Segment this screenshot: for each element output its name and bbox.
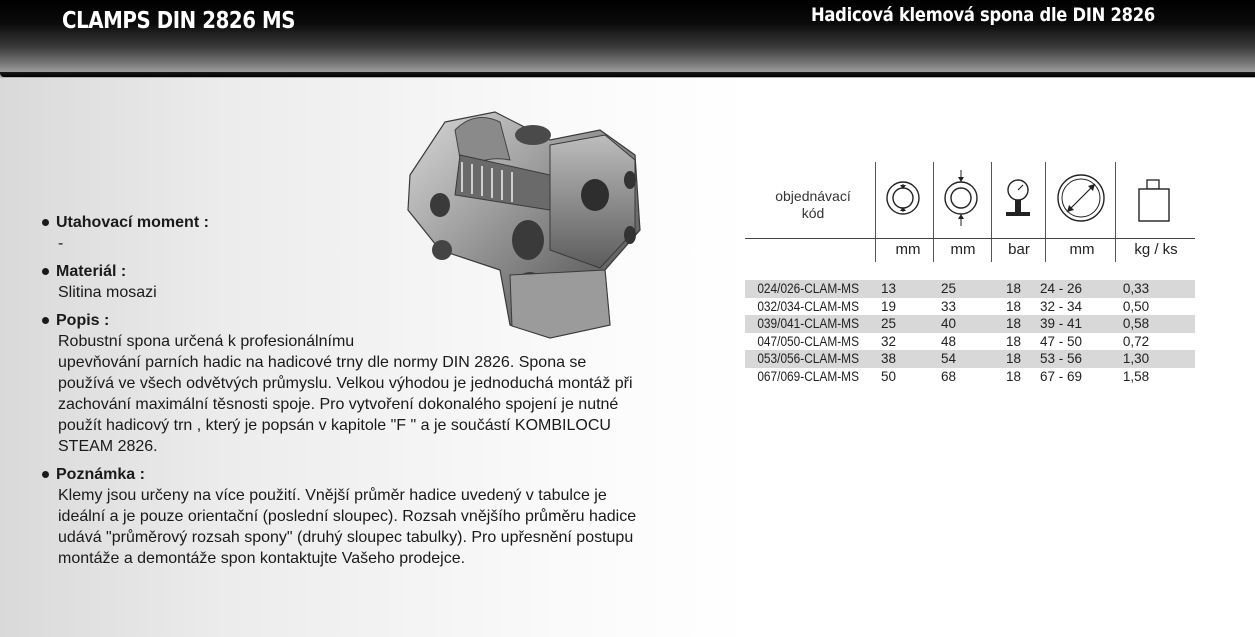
cell-weight: 0,72 — [1122, 333, 1150, 349]
info-moment — [42, 212, 702, 254]
cell-weight: 0,58 — [1122, 316, 1150, 331]
order-code: 067/069-CLAM-MS — [757, 368, 860, 384]
order-code: 039/041-CLAM-MS — [757, 316, 860, 331]
cell-id: 19 — [881, 298, 897, 314]
cell-od: 54 — [940, 351, 957, 366]
material-value: Slitina mosazi — [58, 284, 157, 301]
popis-line: STEAM 2826. — [58, 438, 158, 455]
table-row — [745, 315, 1195, 333]
poznamka-line: udává "průměrový rozsah spony" (druhý sloupec tabulky). Pro upřesnění postupu — [58, 529, 634, 546]
cell-range: 32 - 34 — [1039, 298, 1083, 314]
table-row — [745, 333, 1195, 351]
inner-diameter-icon — [883, 168, 923, 228]
cell-id: 13 — [881, 281, 897, 296]
cell-weight: 0,33 — [1122, 281, 1150, 296]
cell-bar: 18 — [1005, 333, 1021, 349]
order-code-label-line1: objednávací — [775, 188, 851, 204]
poznamka-line: ideální a je pouze orientační (poslední sloupec). Rozsah vnějšího průměru hadice — [58, 508, 637, 525]
column-divider — [1115, 162, 1116, 262]
product-info — [42, 212, 702, 576]
column-divider — [1045, 162, 1046, 262]
popis-line: použít hadicový trn , který je popsán v kapitole "F " a je součástí KOMBILOCU — [58, 417, 611, 434]
unit-pressure: bar — [1008, 241, 1030, 258]
popis-label: Popis : — [56, 312, 110, 329]
unit-range: mm — [1069, 241, 1095, 258]
cell-weight: 1,58 — [1122, 368, 1150, 384]
cell-range: 53 - 56 — [1039, 351, 1083, 366]
cell-range: 24 - 26 — [1039, 281, 1083, 296]
cell-od: 48 — [940, 333, 957, 349]
moment-label: Utahovací moment : — [56, 214, 209, 231]
cell-weight: 1,30 — [1122, 351, 1150, 366]
cell-bar: 18 — [1005, 368, 1021, 384]
column-divider — [991, 162, 992, 262]
header-underline — [0, 72, 1255, 77]
diameter-range-icon — [1055, 168, 1107, 228]
cell-range: 39 - 41 — [1039, 316, 1083, 331]
cell-bar: 18 — [1005, 281, 1021, 296]
cell-od: 25 — [940, 281, 957, 296]
order-code: 047/050-CLAM-MS — [757, 333, 860, 349]
cell-id: 38 — [881, 351, 897, 366]
popis-line: používá ve všech odvětvých průmyslu. Velkou výhodou je jednoduchá montáž při — [58, 375, 633, 392]
order-code: 032/034-CLAM-MS — [757, 298, 860, 314]
cell-od: 68 — [940, 368, 957, 384]
info-material — [42, 261, 702, 303]
poznamka-text — [42, 485, 702, 569]
cell-weight: 0,50 — [1122, 298, 1150, 314]
popis-text — [42, 331, 702, 457]
material-label: Materiál : — [56, 263, 127, 280]
outer-diameter-icon — [941, 168, 981, 228]
unit-outer-diameter: mm — [950, 241, 976, 258]
pressure-gauge-icon — [1003, 168, 1033, 228]
unit-inner-diameter: mm — [895, 241, 921, 258]
moment-value: - — [58, 235, 64, 252]
poznamka-line: montáže a demontáže spon kontaktujte Vašeho prodejce. — [58, 550, 466, 567]
page-subtitle: Hadicová klemová spona dle DIN 2826 — [811, 4, 1155, 26]
bullet-icon — [42, 471, 49, 478]
bullet-icon — [42, 219, 49, 226]
bullet-icon — [42, 317, 49, 324]
unit-weight: kg / ks — [1134, 241, 1178, 258]
spec-table-header — [745, 160, 1195, 260]
column-divider — [933, 162, 934, 262]
spec-rows — [745, 280, 1195, 385]
order-code-label-line2: kód — [801, 205, 825, 221]
order-code: 024/026-CLAM-MS — [757, 281, 860, 296]
cell-bar: 18 — [1005, 316, 1021, 331]
info-popis — [42, 310, 702, 457]
header-divider — [745, 238, 1195, 239]
cell-range: 67 - 69 — [1039, 368, 1083, 384]
poznamka-line: Klemy jsou určeny na více použití. Vnější průměr hadice uvedený v tabulce je — [58, 487, 607, 504]
order-code-header — [745, 188, 881, 222]
cell-od: 40 — [940, 316, 957, 331]
popis-line: zachování maximální těsnosti spoje. Pro vytvoření dokonalého spojení je nutné — [58, 396, 619, 413]
table-row — [745, 298, 1195, 316]
info-poznamka — [42, 464, 702, 569]
table-row — [745, 368, 1195, 386]
table-row — [745, 350, 1195, 368]
cell-range: 47 - 50 — [1039, 333, 1083, 349]
cell-id: 25 — [881, 316, 897, 331]
popis-line: upevňování parních hadic na hadicové trny dle normy DIN 2826. Spona se — [58, 354, 587, 371]
cell-od: 33 — [940, 298, 957, 314]
popis-line: Robustní spona určená k profesionálnímu — [58, 333, 355, 350]
weight-icon — [1135, 168, 1175, 228]
spec-table — [745, 160, 1195, 385]
poznamka-label: Poznámka : — [56, 466, 145, 483]
cell-id: 32 — [881, 333, 897, 349]
bullet-icon — [42, 268, 49, 275]
order-code: 053/056-CLAM-MS — [757, 351, 860, 366]
page-title: CLAMPS DIN 2826 MS — [62, 8, 296, 34]
table-row — [745, 280, 1195, 298]
cell-bar: 18 — [1005, 298, 1021, 314]
cell-bar: 18 — [1005, 351, 1021, 366]
cell-id: 50 — [881, 368, 897, 384]
column-divider — [875, 162, 876, 262]
